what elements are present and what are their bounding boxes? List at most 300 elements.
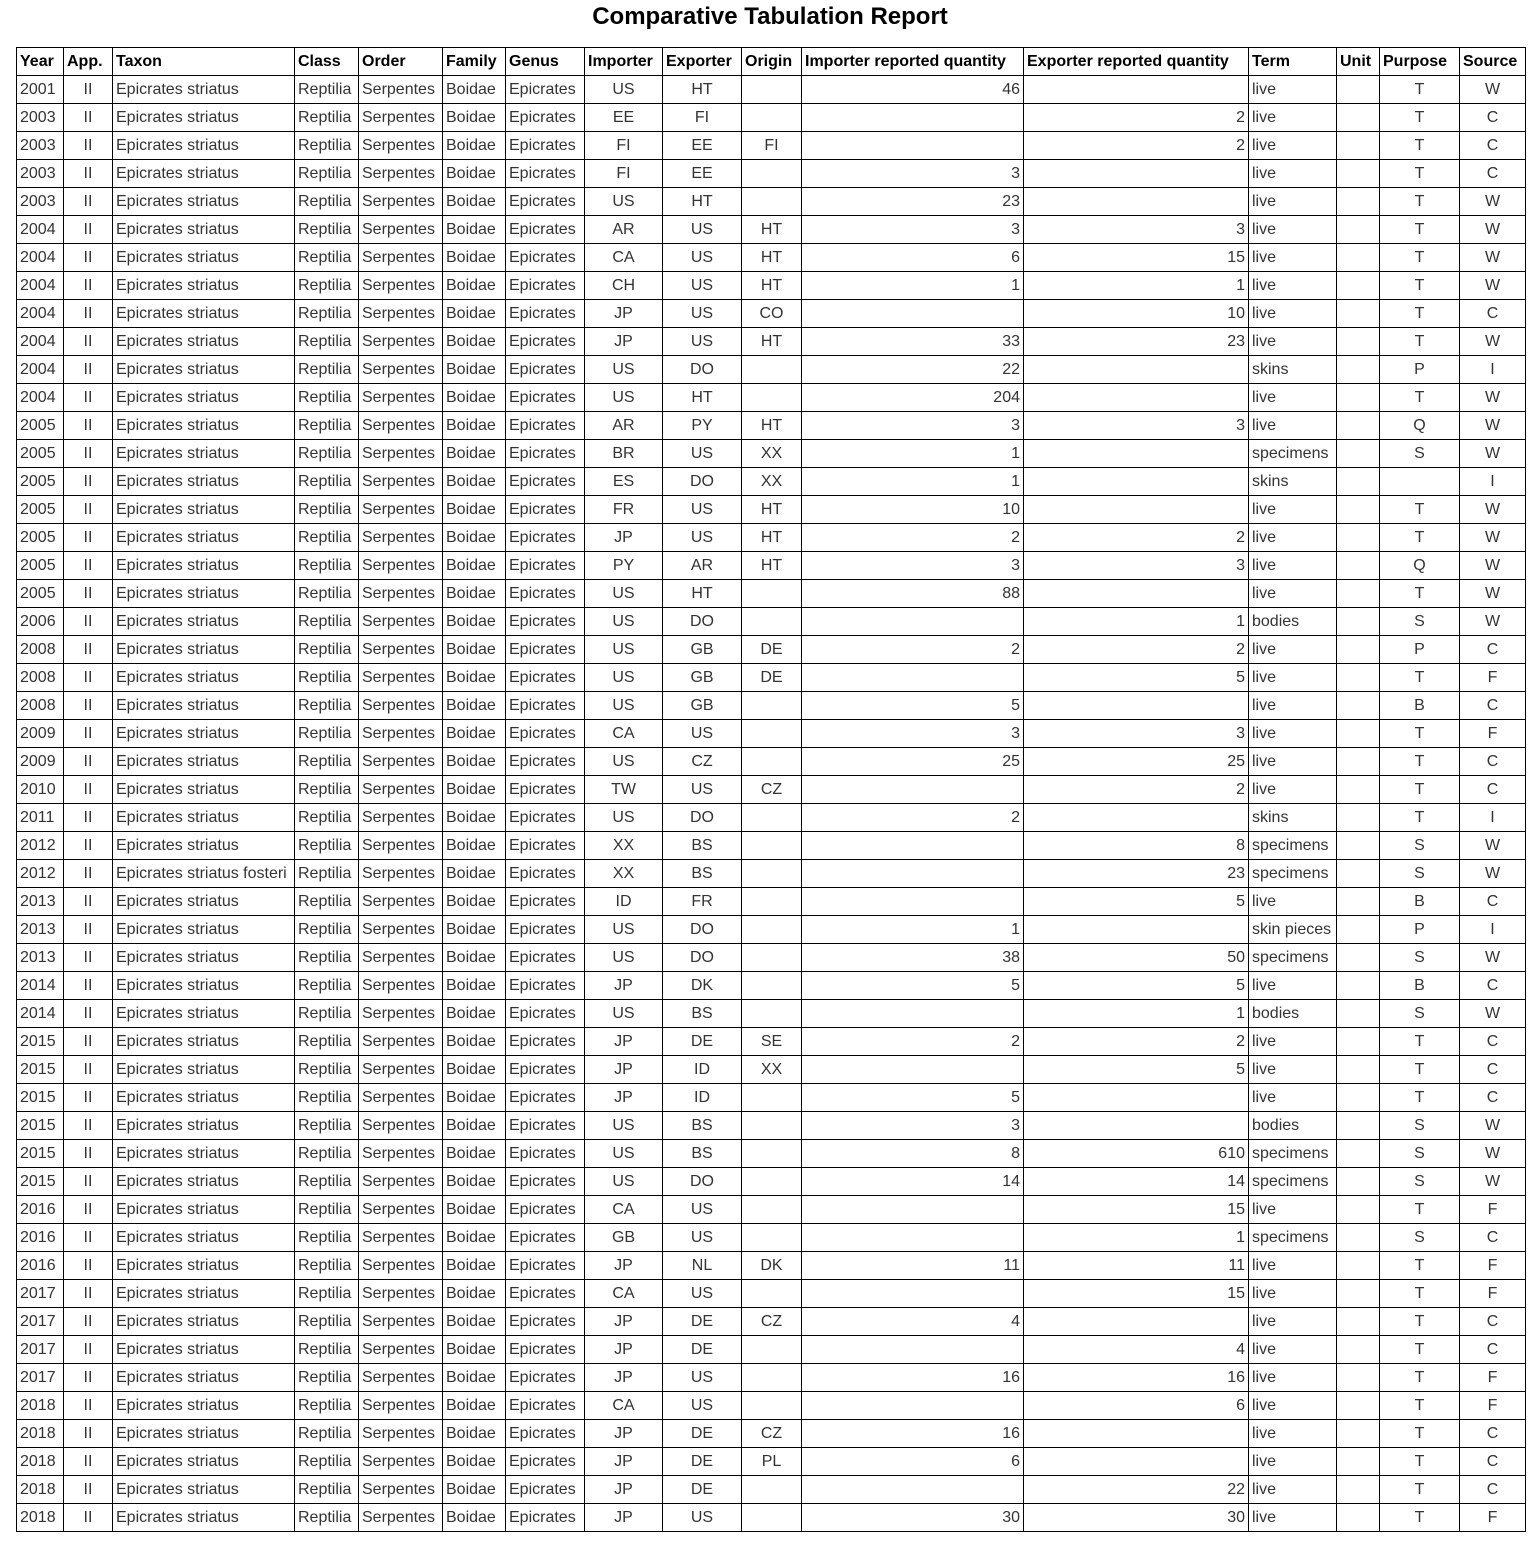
cell-appendix: II xyxy=(64,1448,113,1476)
cell-genus: Epicrates xyxy=(506,272,585,300)
cell-taxon: Epicrates striatus xyxy=(113,1448,295,1476)
cell-taxon: Epicrates striatus xyxy=(113,888,295,916)
cell-family: Boidae xyxy=(443,1280,506,1308)
cell-family: Boidae xyxy=(443,188,506,216)
cell-importer-reported-quantity xyxy=(802,132,1024,160)
cell-importer: AR xyxy=(585,412,663,440)
cell-exporter: HT xyxy=(663,580,742,608)
cell-purpose: S xyxy=(1380,1224,1460,1252)
cell-appendix: II xyxy=(64,608,113,636)
cell-year: 2004 xyxy=(17,328,64,356)
cell-class: Reptilia xyxy=(295,636,359,664)
cell-term: specimens xyxy=(1249,1140,1337,1168)
cell-source: W xyxy=(1460,1112,1526,1140)
cell-year: 2014 xyxy=(17,972,64,1000)
cell-term: live xyxy=(1249,1476,1337,1504)
cell-source: W xyxy=(1460,1140,1526,1168)
cell-importer-reported-quantity: 25 xyxy=(802,748,1024,776)
cell-purpose: T xyxy=(1380,496,1460,524)
cell-class: Reptilia xyxy=(295,1084,359,1112)
cell-origin xyxy=(742,188,802,216)
cell-class: Reptilia xyxy=(295,300,359,328)
cell-source: I xyxy=(1460,804,1526,832)
cell-importer-reported-quantity xyxy=(802,1000,1024,1028)
cell-taxon: Epicrates striatus xyxy=(113,356,295,384)
cell-exporter-reported-quantity: 2 xyxy=(1024,776,1249,804)
cell-importer: ID xyxy=(585,888,663,916)
cell-family: Boidae xyxy=(443,552,506,580)
column-header-family: Family xyxy=(443,48,506,76)
cell-exporter-reported-quantity: 4 xyxy=(1024,1336,1249,1364)
cell-source: C xyxy=(1460,1028,1526,1056)
cell-source: W xyxy=(1460,608,1526,636)
cell-source: W xyxy=(1460,328,1526,356)
cell-purpose: T xyxy=(1380,1392,1460,1420)
cell-origin xyxy=(742,692,802,720)
cell-term: skins xyxy=(1249,804,1337,832)
cell-taxon: Epicrates striatus xyxy=(113,1084,295,1112)
cell-source: W xyxy=(1460,552,1526,580)
cell-purpose: T xyxy=(1380,580,1460,608)
cell-importer: US xyxy=(585,384,663,412)
cell-unit xyxy=(1337,132,1380,160)
cell-class: Reptilia xyxy=(295,944,359,972)
cell-family: Boidae xyxy=(443,1140,506,1168)
cell-unit xyxy=(1337,1140,1380,1168)
cell-year: 2018 xyxy=(17,1476,64,1504)
cell-taxon: Epicrates striatus xyxy=(113,1196,295,1224)
cell-genus: Epicrates xyxy=(506,328,585,356)
cell-class: Reptilia xyxy=(295,1504,359,1532)
cell-order: Serpentes xyxy=(359,384,443,412)
cell-taxon: Epicrates striatus xyxy=(113,944,295,972)
cell-order: Serpentes xyxy=(359,1476,443,1504)
cell-unit xyxy=(1337,1476,1380,1504)
cell-importer: US xyxy=(585,944,663,972)
cell-origin: DE xyxy=(742,664,802,692)
cell-order: Serpentes xyxy=(359,412,443,440)
cell-class: Reptilia xyxy=(295,748,359,776)
cell-appendix: II xyxy=(64,1336,113,1364)
cell-unit xyxy=(1337,804,1380,832)
cell-source: W xyxy=(1460,76,1526,104)
cell-genus: Epicrates xyxy=(506,1000,585,1028)
cell-exporter: DO xyxy=(663,804,742,832)
cell-exporter: BS xyxy=(663,1000,742,1028)
cell-family: Boidae xyxy=(443,1056,506,1084)
cell-purpose: T xyxy=(1380,216,1460,244)
cell-year: 2004 xyxy=(17,300,64,328)
cell-order: Serpentes xyxy=(359,1084,443,1112)
cell-term: bodies xyxy=(1249,1000,1337,1028)
cell-purpose: T xyxy=(1380,1280,1460,1308)
table-row xyxy=(17,76,1526,104)
cell-order: Serpentes xyxy=(359,468,443,496)
table-row xyxy=(17,1476,1526,1504)
cell-family: Boidae xyxy=(443,104,506,132)
cell-importer-reported-quantity: 10 xyxy=(802,496,1024,524)
cell-class: Reptilia xyxy=(295,1140,359,1168)
cell-purpose: T xyxy=(1380,664,1460,692)
table-row xyxy=(17,1448,1526,1476)
cell-unit xyxy=(1337,1168,1380,1196)
cell-source: F xyxy=(1460,1196,1526,1224)
cell-year: 2018 xyxy=(17,1504,64,1532)
table-row xyxy=(17,1336,1526,1364)
cell-appendix: II xyxy=(64,1112,113,1140)
cell-taxon: Epicrates striatus xyxy=(113,160,295,188)
cell-appendix: II xyxy=(64,944,113,972)
cell-family: Boidae xyxy=(443,76,506,104)
cell-source: C xyxy=(1460,1336,1526,1364)
cell-term: live xyxy=(1249,76,1337,104)
cell-year: 2010 xyxy=(17,776,64,804)
cell-term: live xyxy=(1249,216,1337,244)
cell-exporter: US xyxy=(663,1196,742,1224)
cell-order: Serpentes xyxy=(359,272,443,300)
cell-importer: ES xyxy=(585,468,663,496)
cell-year: 2004 xyxy=(17,384,64,412)
cell-genus: Epicrates xyxy=(506,1252,585,1280)
cell-year: 2014 xyxy=(17,1000,64,1028)
cell-origin: HT xyxy=(742,328,802,356)
cell-origin: DE xyxy=(742,636,802,664)
cell-appendix: II xyxy=(64,328,113,356)
cell-family: Boidae xyxy=(443,1028,506,1056)
cell-class: Reptilia xyxy=(295,76,359,104)
cell-class: Reptilia xyxy=(295,328,359,356)
cell-family: Boidae xyxy=(443,1364,506,1392)
cell-importer-reported-quantity: 3 xyxy=(802,216,1024,244)
cell-importer-reported-quantity: 5 xyxy=(802,972,1024,1000)
cell-source: W xyxy=(1460,832,1526,860)
cell-family: Boidae xyxy=(443,216,506,244)
cell-origin xyxy=(742,832,802,860)
table-row xyxy=(17,552,1526,580)
cell-importer-reported-quantity: 16 xyxy=(802,1420,1024,1448)
cell-purpose: T xyxy=(1380,1252,1460,1280)
cell-genus: Epicrates xyxy=(506,524,585,552)
table-row xyxy=(17,1280,1526,1308)
cell-origin xyxy=(742,1196,802,1224)
table-row xyxy=(17,888,1526,916)
cell-term: live xyxy=(1249,160,1337,188)
cell-exporter: ID xyxy=(663,1084,742,1112)
cell-purpose: S xyxy=(1380,440,1460,468)
cell-genus: Epicrates xyxy=(506,1476,585,1504)
cell-term: live xyxy=(1249,1196,1337,1224)
cell-class: Reptilia xyxy=(295,832,359,860)
cell-genus: Epicrates xyxy=(506,1224,585,1252)
cell-order: Serpentes xyxy=(359,1364,443,1392)
cell-class: Reptilia xyxy=(295,1196,359,1224)
cell-year: 2018 xyxy=(17,1420,64,1448)
cell-genus: Epicrates xyxy=(506,468,585,496)
cell-family: Boidae xyxy=(443,244,506,272)
cell-origin xyxy=(742,1224,802,1252)
cell-year: 2016 xyxy=(17,1252,64,1280)
cell-source: F xyxy=(1460,1280,1526,1308)
cell-exporter-reported-quantity: 2 xyxy=(1024,104,1249,132)
cell-purpose: T xyxy=(1380,244,1460,272)
cell-term: live xyxy=(1249,1280,1337,1308)
cell-unit xyxy=(1337,104,1380,132)
cell-appendix: II xyxy=(64,412,113,440)
cell-source: F xyxy=(1460,664,1526,692)
cell-order: Serpentes xyxy=(359,188,443,216)
cell-importer: GB xyxy=(585,1224,663,1252)
cell-importer: FI xyxy=(585,132,663,160)
cell-genus: Epicrates xyxy=(506,1448,585,1476)
cell-exporter: DE xyxy=(663,1420,742,1448)
column-header-unit: Unit xyxy=(1337,48,1380,76)
table-row xyxy=(17,1196,1526,1224)
cell-exporter-reported-quantity xyxy=(1024,1084,1249,1112)
cell-purpose: T xyxy=(1380,1336,1460,1364)
cell-exporter: DE xyxy=(663,1336,742,1364)
cell-unit xyxy=(1337,944,1380,972)
cell-exporter-reported-quantity: 1 xyxy=(1024,1000,1249,1028)
cell-importer-reported-quantity xyxy=(802,1336,1024,1364)
cell-taxon: Epicrates striatus xyxy=(113,1000,295,1028)
cell-appendix: II xyxy=(64,76,113,104)
cell-year: 2004 xyxy=(17,272,64,300)
cell-genus: Epicrates xyxy=(506,1196,585,1224)
cell-taxon: Epicrates striatus xyxy=(113,496,295,524)
cell-purpose: Q xyxy=(1380,552,1460,580)
cell-unit xyxy=(1337,216,1380,244)
cell-term: live xyxy=(1249,244,1337,272)
cell-family: Boidae xyxy=(443,160,506,188)
cell-taxon: Epicrates striatus xyxy=(113,552,295,580)
cell-exporter-reported-quantity: 3 xyxy=(1024,552,1249,580)
cell-class: Reptilia xyxy=(295,384,359,412)
cell-purpose: B xyxy=(1380,692,1460,720)
cell-exporter: US xyxy=(663,524,742,552)
cell-exporter-reported-quantity xyxy=(1024,692,1249,720)
cell-taxon: Epicrates striatus xyxy=(113,468,295,496)
cell-unit xyxy=(1337,160,1380,188)
cell-purpose: T xyxy=(1380,804,1460,832)
header-row xyxy=(17,48,1526,76)
cell-origin xyxy=(742,1504,802,1532)
cell-appendix: II xyxy=(64,748,113,776)
cell-order: Serpentes xyxy=(359,552,443,580)
cell-genus: Epicrates xyxy=(506,132,585,160)
cell-term: live xyxy=(1249,328,1337,356)
table-row xyxy=(17,132,1526,160)
cell-exporter-reported-quantity: 10 xyxy=(1024,300,1249,328)
cell-order: Serpentes xyxy=(359,76,443,104)
cell-source: C xyxy=(1460,160,1526,188)
table-row xyxy=(17,692,1526,720)
cell-class: Reptilia xyxy=(295,580,359,608)
table-row xyxy=(17,1112,1526,1140)
table-row xyxy=(17,944,1526,972)
cell-class: Reptilia xyxy=(295,412,359,440)
cell-genus: Epicrates xyxy=(506,1308,585,1336)
cell-order: Serpentes xyxy=(359,972,443,1000)
cell-term: live xyxy=(1249,1336,1337,1364)
cell-unit xyxy=(1337,1364,1380,1392)
cell-exporter: DE xyxy=(663,1308,742,1336)
cell-appendix: II xyxy=(64,720,113,748)
cell-purpose: T xyxy=(1380,776,1460,804)
cell-order: Serpentes xyxy=(359,1196,443,1224)
table-row xyxy=(17,188,1526,216)
table-row xyxy=(17,1392,1526,1420)
cell-exporter-reported-quantity: 5 xyxy=(1024,664,1249,692)
cell-term: live xyxy=(1249,1504,1337,1532)
cell-exporter-reported-quantity: 15 xyxy=(1024,1196,1249,1224)
cell-importer-reported-quantity xyxy=(802,1224,1024,1252)
cell-exporter: GB xyxy=(663,692,742,720)
cell-exporter: HT xyxy=(663,76,742,104)
cell-appendix: II xyxy=(64,1224,113,1252)
cell-family: Boidae xyxy=(443,1336,506,1364)
cell-order: Serpentes xyxy=(359,1168,443,1196)
cell-order: Serpentes xyxy=(359,356,443,384)
cell-taxon: Epicrates striatus xyxy=(113,1224,295,1252)
cell-term: live xyxy=(1249,1392,1337,1420)
cell-class: Reptilia xyxy=(295,1056,359,1084)
cell-class: Reptilia xyxy=(295,804,359,832)
cell-exporter: PY xyxy=(663,412,742,440)
cell-exporter-reported-quantity: 3 xyxy=(1024,720,1249,748)
cell-appendix: II xyxy=(64,1056,113,1084)
cell-class: Reptilia xyxy=(295,860,359,888)
cell-term: live xyxy=(1249,580,1337,608)
cell-family: Boidae xyxy=(443,524,506,552)
cell-purpose: T xyxy=(1380,160,1460,188)
cell-importer: US xyxy=(585,1168,663,1196)
cell-source: C xyxy=(1460,1056,1526,1084)
cell-family: Boidae xyxy=(443,776,506,804)
cell-unit xyxy=(1337,1028,1380,1056)
cell-exporter-reported-quantity xyxy=(1024,916,1249,944)
cell-family: Boidae xyxy=(443,1224,506,1252)
cell-order: Serpentes xyxy=(359,720,443,748)
cell-origin: HT xyxy=(742,524,802,552)
cell-purpose: P xyxy=(1380,916,1460,944)
cell-importer: US xyxy=(585,664,663,692)
cell-importer: JP xyxy=(585,300,663,328)
cell-origin xyxy=(742,944,802,972)
cell-exporter-reported-quantity: 15 xyxy=(1024,1280,1249,1308)
cell-class: Reptilia xyxy=(295,272,359,300)
cell-source: W xyxy=(1460,580,1526,608)
cell-importer-reported-quantity xyxy=(802,300,1024,328)
cell-importer-reported-quantity: 1 xyxy=(802,272,1024,300)
cell-source: W xyxy=(1460,860,1526,888)
cell-unit xyxy=(1337,440,1380,468)
cell-order: Serpentes xyxy=(359,860,443,888)
cell-source: W xyxy=(1460,188,1526,216)
table-row xyxy=(17,1364,1526,1392)
cell-genus: Epicrates xyxy=(506,832,585,860)
cell-origin xyxy=(742,1336,802,1364)
cell-exporter-reported-quantity: 22 xyxy=(1024,1476,1249,1504)
cell-origin xyxy=(742,160,802,188)
cell-class: Reptilia xyxy=(295,1336,359,1364)
cell-order: Serpentes xyxy=(359,888,443,916)
cell-unit xyxy=(1337,328,1380,356)
cell-importer-reported-quantity: 3 xyxy=(802,552,1024,580)
cell-taxon: Epicrates striatus xyxy=(113,1504,295,1532)
cell-term: live xyxy=(1249,496,1337,524)
cell-class: Reptilia xyxy=(295,1392,359,1420)
cell-order: Serpentes xyxy=(359,636,443,664)
cell-taxon: Epicrates striatus xyxy=(113,300,295,328)
cell-exporter: US xyxy=(663,1504,742,1532)
cell-purpose: T xyxy=(1380,1364,1460,1392)
cell-importer: US xyxy=(585,76,663,104)
cell-taxon: Epicrates striatus xyxy=(113,216,295,244)
cell-year: 2018 xyxy=(17,1448,64,1476)
cell-exporter: US xyxy=(663,272,742,300)
cell-class: Reptilia xyxy=(295,888,359,916)
cell-exporter: US xyxy=(663,496,742,524)
cell-source: C xyxy=(1460,300,1526,328)
cell-unit xyxy=(1337,888,1380,916)
cell-appendix: II xyxy=(64,496,113,524)
cell-term: live xyxy=(1249,188,1337,216)
cell-origin xyxy=(742,356,802,384)
cell-origin: HT xyxy=(742,272,802,300)
cell-importer: US xyxy=(585,692,663,720)
cell-appendix: II xyxy=(64,1140,113,1168)
cell-family: Boidae xyxy=(443,300,506,328)
cell-taxon: Epicrates striatus xyxy=(113,412,295,440)
cell-genus: Epicrates xyxy=(506,188,585,216)
cell-importer-reported-quantity: 3 xyxy=(802,412,1024,440)
cell-exporter-reported-quantity xyxy=(1024,384,1249,412)
table-row xyxy=(17,1168,1526,1196)
cell-term: specimens xyxy=(1249,1224,1337,1252)
cell-order: Serpentes xyxy=(359,160,443,188)
cell-genus: Epicrates xyxy=(506,888,585,916)
cell-appendix: II xyxy=(64,636,113,664)
cell-genus: Epicrates xyxy=(506,1056,585,1084)
cell-class: Reptilia xyxy=(295,468,359,496)
cell-unit xyxy=(1337,1112,1380,1140)
cell-class: Reptilia xyxy=(295,440,359,468)
cell-order: Serpentes xyxy=(359,1000,443,1028)
cell-taxon: Epicrates striatus xyxy=(113,636,295,664)
cell-unit xyxy=(1337,272,1380,300)
cell-exporter: HT xyxy=(663,188,742,216)
cell-exporter-reported-quantity: 14 xyxy=(1024,1168,1249,1196)
cell-genus: Epicrates xyxy=(506,972,585,1000)
cell-importer-reported-quantity: 1 xyxy=(802,916,1024,944)
cell-taxon: Epicrates striatus xyxy=(113,1392,295,1420)
cell-importer: CA xyxy=(585,1280,663,1308)
cell-importer-reported-quantity xyxy=(802,104,1024,132)
cell-family: Boidae xyxy=(443,1392,506,1420)
cell-order: Serpentes xyxy=(359,1336,443,1364)
cell-exporter: BS xyxy=(663,832,742,860)
cell-purpose: T xyxy=(1380,132,1460,160)
cell-origin: HT xyxy=(742,496,802,524)
cell-taxon: Epicrates striatus xyxy=(113,1476,295,1504)
cell-term: live xyxy=(1249,1252,1337,1280)
cell-exporter: DK xyxy=(663,972,742,1000)
table-row xyxy=(17,216,1526,244)
cell-taxon: Epicrates striatus xyxy=(113,1028,295,1056)
cell-importer: XX xyxy=(585,832,663,860)
cell-importer: JP xyxy=(585,1504,663,1532)
cell-order: Serpentes xyxy=(359,216,443,244)
